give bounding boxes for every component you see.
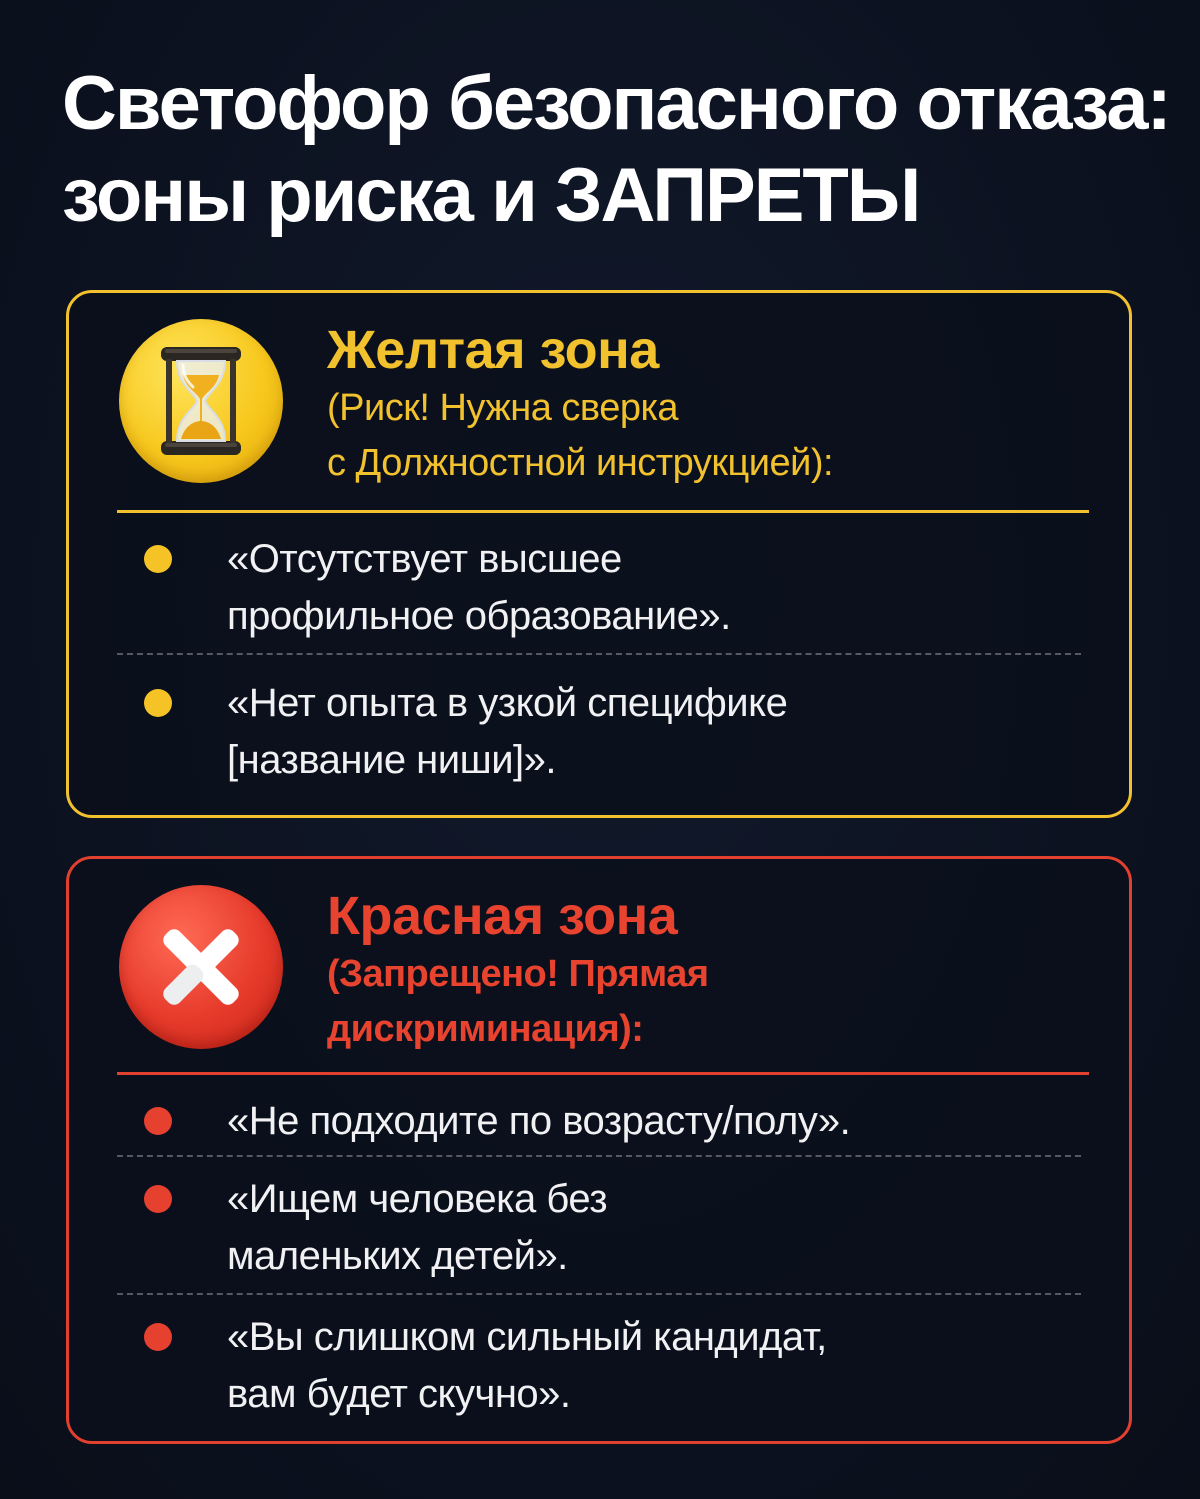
list-item-text — [227, 1093, 1089, 1150]
list-item-line: «Отсутствует высшее — [227, 537, 622, 581]
red-zone-subtitle-line-2: дискриминация): — [327, 1008, 644, 1050]
list-item-line: вам будет скучно». — [227, 1372, 571, 1416]
page-title-line-2: зоны риска и ЗАПРЕТЫ — [62, 153, 920, 238]
red-bullet-icon — [144, 1323, 172, 1351]
list-item — [69, 525, 1129, 653]
page-title-line-1: Светофор безопасного отказа: — [62, 61, 1170, 146]
list-item-line: «Не подходите по возрасту/полу». — [227, 1099, 851, 1143]
cross-icon — [119, 885, 283, 1049]
yellow-zone-subtitle-line-1: (Риск! Нужна сверка — [327, 387, 679, 429]
list-item-line: «Вы слишком сильный кандидат, — [227, 1315, 827, 1359]
list-item-line: профильное образование». — [227, 594, 731, 638]
red-zone-divider — [117, 1072, 1089, 1075]
hourglass-icon — [119, 319, 283, 483]
red-zone-list — [69, 1085, 1129, 1431]
list-item-text — [227, 1309, 1089, 1423]
yellow-zone-list — [69, 525, 1129, 783]
list-item-text — [227, 675, 1089, 789]
list-item-text — [227, 1171, 1089, 1285]
list-item — [69, 1085, 1129, 1155]
yellow-zone-title: Желтая зона — [327, 320, 659, 380]
yellow-zone-subtitle-line-2: с Должностной инструкцией): — [327, 442, 834, 484]
list-item — [69, 1157, 1129, 1293]
red-zone-subtitle — [327, 947, 1107, 1057]
list-item-text — [227, 531, 1089, 645]
yellow-bullet-icon — [144, 545, 172, 573]
list-item — [69, 1295, 1129, 1431]
page-title — [62, 58, 1170, 242]
red-zone-title: Красная зона — [327, 886, 678, 946]
list-item — [69, 655, 1129, 783]
red-zone-heading — [327, 885, 1107, 1057]
list-item-line: маленьких детей». — [227, 1234, 568, 1278]
yellow-zone-card — [66, 290, 1132, 818]
yellow-zone-heading — [327, 319, 1107, 491]
list-item-line: «Ищем человека без — [227, 1177, 608, 1221]
yellow-bullet-icon — [144, 689, 172, 717]
red-zone-card — [66, 856, 1132, 1444]
list-item-line: «Нет опыта в узкой специфике — [227, 681, 788, 725]
yellow-zone-divider — [117, 510, 1089, 513]
red-zone-subtitle-line-1: (Запрещено! Прямая — [327, 953, 709, 995]
red-bullet-icon — [144, 1185, 172, 1213]
red-bullet-icon — [144, 1107, 172, 1135]
yellow-zone-subtitle — [327, 381, 1107, 491]
list-item-line: [название ниши]». — [227, 738, 557, 782]
